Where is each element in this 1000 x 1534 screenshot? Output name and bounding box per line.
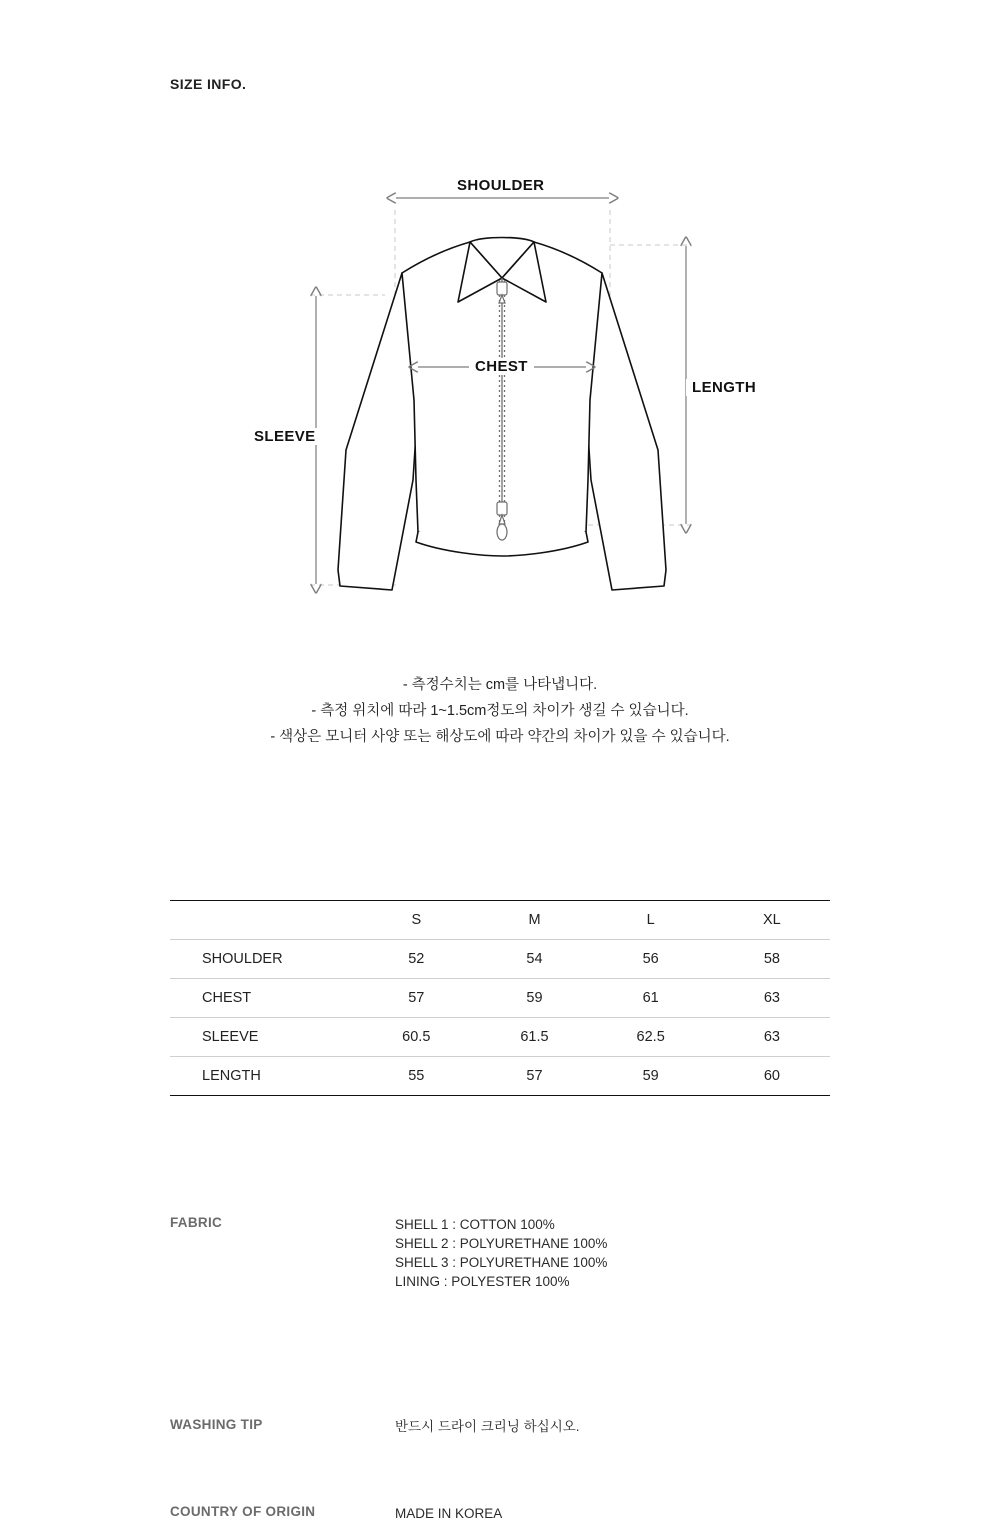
size-table (170, 900, 830, 1096)
fabric-line: LINING : POLYESTER 100% (395, 1274, 570, 1289)
measurement-notes (0, 672, 1000, 750)
cell-m: 61.5 (520, 1029, 549, 1045)
row-label: LENGTH (202, 1068, 261, 1084)
column-header-measure (170, 901, 381, 940)
table-row (170, 940, 830, 979)
fabric-line: SHELL 1 : COTTON 100% (395, 1217, 555, 1232)
origin-label: COUNTRY OF ORIGIN (170, 1504, 316, 1519)
cell-l: 61 (642, 990, 659, 1006)
column-header-s: S (411, 912, 422, 928)
cell-m: 57 (526, 1068, 543, 1084)
label-shoulder: SHOULDER (451, 177, 550, 194)
origin-value: MADE IN KOREA (395, 1506, 503, 1521)
column-header-l: L (646, 912, 655, 928)
fabric-info-row (170, 1215, 870, 1305)
cell-s: 55 (408, 1068, 425, 1084)
table-row (170, 1057, 830, 1096)
cell-s: 60.5 (402, 1029, 431, 1045)
row-label: SHOULDER (202, 951, 283, 967)
cell-xl: 63 (763, 990, 780, 1006)
washing-label: WASHING TIP (170, 1417, 263, 1432)
washing-info-row (170, 1417, 870, 1447)
row-label: SLEEVE (202, 1029, 259, 1045)
cell-l: 62.5 (636, 1029, 665, 1045)
fabric-line: SHELL 3 : POLYURETHANE 100% (395, 1255, 608, 1270)
column-header-m: M (528, 912, 541, 928)
cell-xl: 58 (763, 951, 780, 967)
washing-value: 반드시 드라이 크리닝 하십시오. (395, 1419, 580, 1434)
note-line: - 측정수치는 cm를 나타냅니다. (402, 677, 598, 693)
cell-m: 54 (526, 951, 543, 967)
origin-info-row (170, 1504, 870, 1534)
note-line: - 색상은 모니터 사양 또는 해상도에 따라 약간의 차이가 있을 수 있습니다. (270, 729, 730, 745)
cell-m: 59 (526, 990, 543, 1006)
row-label: CHEST (202, 990, 252, 1006)
table-row (170, 1018, 830, 1057)
cell-s: 57 (408, 990, 425, 1006)
table-head (170, 901, 830, 940)
note-line: - 측정 위치에 따라 1~1.5cm정도의 차이가 생길 수 있습니다. (311, 703, 689, 719)
column-header-xl: XL (763, 912, 781, 928)
label-chest: CHEST (469, 358, 534, 375)
page-title: SIZE INFO. (170, 76, 247, 92)
cell-xl: 63 (763, 1029, 780, 1045)
table-row (170, 979, 830, 1018)
cell-xl: 60 (763, 1068, 780, 1084)
table-header-row (170, 901, 830, 940)
fabric-label: FABRIC (170, 1215, 223, 1230)
cell-l: 59 (642, 1068, 659, 1084)
size-diagram (170, 150, 830, 620)
cell-s: 52 (408, 951, 425, 967)
cell-l: 56 (642, 951, 659, 967)
label-sleeve: SLEEVE (248, 428, 322, 445)
label-length: LENGTH (686, 379, 762, 396)
fabric-value (395, 1215, 607, 1291)
fabric-line: SHELL 2 : POLYURETHANE 100% (395, 1236, 608, 1251)
table-body (170, 940, 830, 1096)
